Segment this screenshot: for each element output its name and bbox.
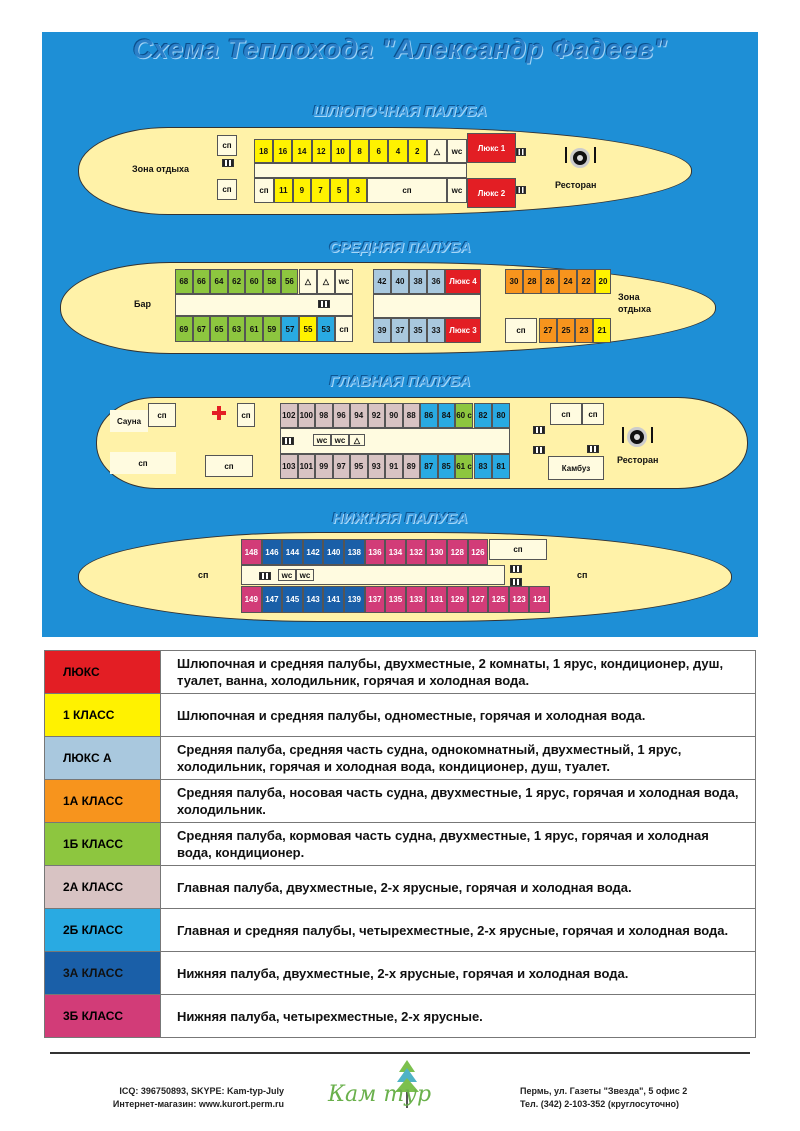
cabin-86[interactable]: 86 (420, 403, 438, 428)
legend-class-key: 2А КЛАСС (45, 866, 161, 909)
cabin-24[interactable]: 24 (559, 269, 577, 294)
cabin-81[interactable]: 81 (492, 454, 510, 479)
legend-row (45, 823, 756, 866)
mid-shower-icon: △ (299, 269, 317, 294)
cabin-58[interactable]: 58 (263, 269, 281, 294)
middle-wc: wc (335, 269, 353, 294)
cabin-40[interactable]: 40 (391, 269, 409, 294)
cabin-57[interactable]: 57 (281, 316, 299, 342)
legend-row (45, 651, 756, 694)
main-stairs-r1-icon (533, 426, 545, 434)
boat-corridor (254, 163, 467, 178)
cabin-87[interactable]: 87 (420, 454, 438, 479)
medical-icon (212, 406, 226, 420)
fork-icon (565, 147, 567, 163)
cabin-9[interactable]: 9 (293, 178, 312, 203)
main-sp-right-1: сп (550, 403, 582, 425)
boat-stairs-right2-icon (516, 186, 526, 194)
cabin-123[interactable]: 123 (509, 586, 530, 613)
cabin-136[interactable]: 136 (365, 539, 386, 565)
footer-icq: ICQ: 396750893, SKYPE: Kam-typ-July (119, 1086, 284, 1096)
main-knife-icon (651, 427, 653, 443)
middle-sp-right: сп (505, 318, 537, 343)
company-logo: Кам тур (328, 1082, 432, 1107)
footer-phone: Тел. (342) 2-103-352 (круглосуточно) (520, 1099, 680, 1109)
cabin-127[interactable]: 127 (468, 586, 489, 613)
sauna-label: Сауна (110, 410, 148, 432)
cabin-28[interactable]: 28 (523, 269, 541, 294)
cabin-3[interactable]: 3 (348, 178, 367, 203)
cabin-61[interactable]: 61 (245, 316, 263, 342)
middle-deck-title: СРЕДНЯЯ ПАЛУБА (329, 239, 471, 256)
middle-corridor-mid (373, 294, 481, 318)
legend-row (45, 694, 756, 737)
cabin-144[interactable]: 144 (282, 539, 303, 565)
cabin-85[interactable]: 85 (438, 454, 456, 479)
cabin-83[interactable]: 83 (474, 454, 492, 479)
cabin-20[interactable]: 20 (595, 269, 611, 294)
page-title: Схема Теплохода "Александр Фадеев" (132, 34, 668, 64)
cabin-80[interactable]: 80 (492, 403, 510, 428)
main-restaurant-label: Ресторан (617, 455, 659, 465)
legend-row (45, 737, 756, 780)
cabin-139[interactable]: 139 (344, 586, 365, 613)
main-deck-title: ГЛАВНАЯ ПАЛУБА (329, 373, 471, 390)
cabin-134[interactable]: 134 (385, 539, 406, 565)
cabin-84[interactable]: 84 (438, 403, 456, 428)
boat-sp-bottom: сп (217, 179, 237, 200)
lower-wc-2: wc (296, 569, 314, 581)
cabin-26[interactable]: 26 (541, 269, 559, 294)
middle-lux-4[interactable]: Люкс 4 (445, 269, 481, 294)
lower-wc-1: wc (278, 569, 296, 581)
main-plate-icon (627, 427, 647, 447)
cabin-132[interactable]: 132 (406, 539, 427, 565)
legend-class-key: ЛЮКС А (45, 737, 161, 780)
cabin-138[interactable]: 138 (344, 539, 365, 565)
cabin-59[interactable]: 59 (263, 316, 281, 342)
cabin-14[interactable]: 14 (292, 139, 311, 163)
lower-deck-title: НИЖНЯЯ ПАЛУБА (332, 510, 468, 527)
cabin-91[interactable]: 91 (385, 454, 403, 479)
plate-icon (570, 148, 590, 168)
cabin-55[interactable]: 55 (299, 316, 317, 342)
footer-divider (50, 1052, 750, 1054)
lower-stairs-r1-icon (510, 565, 522, 573)
cabin-130[interactable]: 130 (426, 539, 447, 565)
legend-class-desc: Главная и средняя палубы, четырехместные, 2-х ярусные, горячая и холодная вода. (161, 909, 756, 952)
boat-lux-2[interactable]: Люкс 2 (467, 178, 516, 208)
cabin-23[interactable]: 23 (575, 318, 593, 343)
mid-stairs-icon (318, 300, 330, 308)
cabin-93[interactable]: 93 (368, 454, 386, 479)
main-sp-right-2: сп (582, 403, 604, 425)
cabin-65[interactable]: 65 (210, 316, 228, 342)
cabin-88[interactable]: 88 (403, 403, 421, 428)
cabin-102[interactable]: 102 (280, 403, 298, 428)
cabin-39[interactable]: 39 (373, 318, 391, 343)
legend-class-key: 1А КЛАСС (45, 780, 161, 823)
boat-deck-title: ШЛЮПОЧНАЯ ПАЛУБА (313, 103, 487, 120)
legend-class-desc: Главная палуба, двухместные, 2-х ярусные, горячая и холодная вода. (161, 866, 756, 909)
cabin-135[interactable]: 135 (385, 586, 406, 613)
legend-row (45, 952, 756, 995)
cabin-36[interactable]: 36 (427, 269, 445, 294)
cabin-89[interactable]: 89 (403, 454, 421, 479)
main-sp-med: сп (237, 403, 255, 427)
legend-class-desc: Шлюпочная и средняя палубы, одноместные, горячая и холодная вода. (161, 694, 756, 737)
lower-stairs-icon (259, 572, 271, 580)
legend-row (45, 866, 756, 909)
cabin-90[interactable]: 90 (385, 403, 403, 428)
cabin-7[interactable]: 7 (311, 178, 330, 203)
cabin-56[interactable]: 56 (281, 269, 299, 294)
boat-wc-bottom: wc (447, 178, 467, 203)
cabin-101[interactable]: 101 (298, 454, 316, 479)
cabin-60с[interactable]: 60 с (455, 403, 473, 428)
cabin-6[interactable]: 6 (369, 139, 388, 163)
cabin-11[interactable]: 11 (274, 178, 293, 203)
cabin-95[interactable]: 95 (350, 454, 368, 479)
cabin-35[interactable]: 35 (409, 318, 427, 343)
boat-wc-top: wc (447, 139, 467, 163)
boat-sp-top: сп (217, 135, 237, 156)
middle-lux-3[interactable]: Люкс 3 (445, 318, 481, 343)
legend-row (45, 995, 756, 1038)
cabin-142[interactable]: 142 (303, 539, 324, 565)
cabin-145[interactable]: 145 (282, 586, 303, 613)
main-stairs-r3-icon (587, 445, 599, 453)
cabin-121[interactable]: 121 (529, 586, 550, 613)
footer-address (520, 1085, 687, 1111)
legend-class-key: 1 КЛАСС (45, 694, 161, 737)
cabin-148[interactable]: 148 (241, 539, 262, 565)
main-sp-left-bottom: сп (110, 452, 176, 474)
cabin-66[interactable]: 66 (193, 269, 211, 294)
cabin-5[interactable]: 5 (330, 178, 349, 203)
cabin-67[interactable]: 67 (193, 316, 211, 342)
main-shower-icon: △ (349, 434, 365, 446)
boat-rest-zone-label: Зона отдыха (132, 164, 190, 174)
legend-class-key: 3Б КЛАСС (45, 995, 161, 1038)
main-wc-2: wc (331, 434, 349, 446)
cabin-22[interactable]: 22 (577, 269, 595, 294)
cabin-99[interactable]: 99 (315, 454, 333, 479)
legend-row (45, 780, 756, 823)
lower-stairs-r2-icon (510, 578, 522, 586)
cabin-63[interactable]: 63 (228, 316, 246, 342)
boat-restaurant-label: Ресторан (555, 180, 597, 190)
mid-shower2-icon: △ (317, 269, 335, 294)
legend-class-desc: Средняя палуба, средняя часть судна, однокомнатный, двухместный, 1 ярус, холодильник, горячая и холодная вода, кондиционер, душ, туалет. (161, 737, 756, 780)
cabin-96[interactable]: 96 (333, 403, 351, 428)
shower-icon: △ (427, 139, 447, 163)
cabin-92[interactable]: 92 (368, 403, 386, 428)
footer-contacts (88, 1085, 284, 1111)
legend-row (45, 909, 756, 952)
boat-stairs-icon (222, 159, 234, 167)
main-stairs-r2-icon (533, 446, 545, 454)
cabin-37[interactable]: 37 (391, 318, 409, 343)
cabin-25[interactable]: 25 (557, 318, 575, 343)
boat-stairs-right-icon (516, 148, 526, 156)
legend-class-key: ЛЮКС (45, 651, 161, 694)
boat-sp-store: сп (367, 178, 447, 203)
cabin-60[interactable]: 60 (245, 269, 263, 294)
cabin-62[interactable]: 62 (228, 269, 246, 294)
legend-class-desc: Средняя палуба, носовая часть судна, двухместные, 1 ярус, горячая и холодная вода, холодильник. (161, 780, 756, 823)
cabin-53[interactable]: 53 (317, 316, 335, 342)
cabin-18[interactable]: 18 (254, 139, 273, 163)
bar-label: Бар (134, 299, 151, 309)
legend-class-desc: Средняя палуба, кормовая часть судна, двухместные, 1 ярус, горячая и холодная вода, кондиционер. (161, 823, 756, 866)
cabin-21[interactable]: 21 (593, 318, 611, 343)
class-legend (44, 650, 756, 1038)
cabin-100[interactable]: 100 (298, 403, 316, 428)
cabin-140[interactable]: 140 (323, 539, 344, 565)
cabin-4[interactable]: 4 (388, 139, 407, 163)
galley-label: Камбуз (548, 456, 604, 480)
cabin-64[interactable]: 64 (210, 269, 228, 294)
legend-class-key: 1Б КЛАСС (45, 823, 161, 866)
cabin-16[interactable]: 16 (273, 139, 292, 163)
cabin-33[interactable]: 33 (427, 318, 445, 343)
cabin-126[interactable]: 126 (468, 539, 489, 565)
legend-class-key: 2Б КЛАСС (45, 909, 161, 952)
main-wc-1: wc (313, 434, 331, 446)
footer-shop: Интернет-магазин: www.kurort.perm.ru (112, 1099, 284, 1109)
cabin-38[interactable]: 38 (409, 269, 427, 294)
cabin-129[interactable]: 129 (447, 586, 468, 613)
cabin-97[interactable]: 97 (333, 454, 351, 479)
legend-class-desc: Нижняя палуба, четырехместные, 2-х ярусные. (161, 995, 756, 1038)
cabin-2[interactable]: 2 (408, 139, 427, 163)
boat-sp-mid: сп (254, 178, 274, 203)
cabin-8[interactable]: 8 (350, 139, 369, 163)
legend-class-desc: Нижняя палуба, двухместные, 2-х ярусные, горячая и холодная вода. (161, 952, 756, 995)
cabin-146[interactable]: 146 (262, 539, 283, 565)
cabin-137[interactable]: 137 (365, 586, 386, 613)
cabin-12[interactable]: 12 (312, 139, 331, 163)
main-stairs-icon (282, 437, 294, 445)
cabin-149[interactable]: 149 (241, 586, 262, 613)
middle-rest-zone-label: Зона отдыха (618, 292, 651, 314)
boat-lux-1[interactable]: Люкс 1 (467, 133, 516, 163)
cabin-68[interactable]: 68 (175, 269, 193, 294)
cabin-147[interactable]: 147 (262, 586, 283, 613)
cabin-61с[interactable]: 61 с (455, 454, 473, 479)
cabin-131[interactable]: 131 (426, 586, 447, 613)
cabin-143[interactable]: 143 (303, 586, 324, 613)
cabin-141[interactable]: 141 (323, 586, 344, 613)
cabin-103[interactable]: 103 (280, 454, 298, 479)
cabin-10[interactable]: 10 (331, 139, 350, 163)
cabin-27[interactable]: 27 (539, 318, 557, 343)
main-fork-icon (622, 427, 624, 443)
cabin-42[interactable]: 42 (373, 269, 391, 294)
cabin-133[interactable]: 133 (406, 586, 427, 613)
cabin-125[interactable]: 125 (488, 586, 509, 613)
lower-sp-bow: сп (577, 570, 588, 580)
knife-icon (594, 147, 596, 163)
footer-address-line: Пермь, ул. Газеты "Звезда", 5 офис 2 (520, 1086, 688, 1096)
cabin-69[interactable]: 69 (175, 316, 193, 342)
cabin-94[interactable]: 94 (350, 403, 368, 428)
lower-sp-left: сп (198, 570, 209, 580)
main-sp-sauna: сп (148, 403, 176, 427)
lower-sp-right-top: сп (489, 539, 547, 560)
legend-class-key: 3А КЛАСС (45, 952, 161, 995)
legend-class-desc: Шлюпочная и средняя палубы, двухместные, 2 комнаты, 1 ярус, кондиционер, душ, туалет, ванна, холодильник, горячая и холодная вода. (161, 651, 756, 694)
cabin-128[interactable]: 128 (447, 539, 468, 565)
cabin-82[interactable]: 82 (474, 403, 492, 428)
cabin-30[interactable]: 30 (505, 269, 523, 294)
main-sp-left-mid: сп (205, 455, 253, 477)
middle-sp-left: сп (335, 316, 353, 342)
cabin-98[interactable]: 98 (315, 403, 333, 428)
